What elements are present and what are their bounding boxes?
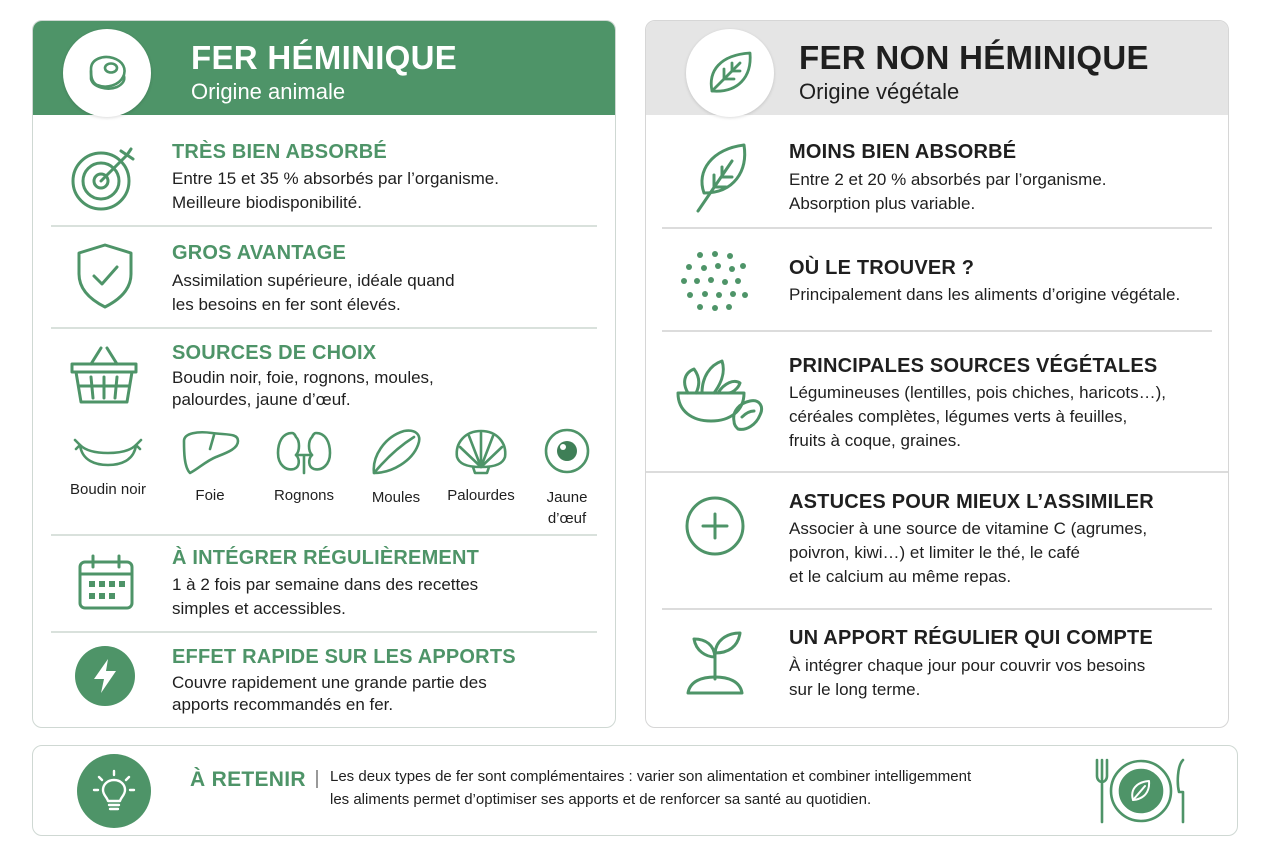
heme-section-absorption xyxy=(33,139,615,239)
nonheme-section-plant-sources xyxy=(646,355,1228,465)
divider xyxy=(51,327,597,329)
heme-header-badge xyxy=(63,29,151,117)
nonheme-section-title: MOINS BIEN ABSORBÉ xyxy=(789,141,1017,163)
leaf-outline-icon xyxy=(694,141,750,213)
nonheme-section-body: Associer à une source de vitamine C (agrumes, poivron, kiwi…) et limiter le thé, le café et le calcium au même repas. xyxy=(789,519,1148,586)
heme-section-body: 1 à 2 fois par semaine dans des recettes simples et accessibles. xyxy=(172,575,479,618)
liver-icon xyxy=(178,427,242,477)
divider xyxy=(662,608,1212,610)
food-jaune-oeuf xyxy=(522,427,612,529)
nonheme-section-body: Principalement dans les aliments d’origine végétale. xyxy=(789,285,1181,304)
shield-check-icon xyxy=(75,242,135,310)
divider xyxy=(662,227,1212,229)
plus-circle-icon xyxy=(684,495,746,557)
plate-cutlery-icon xyxy=(1091,756,1191,826)
heme-section-body: Couvre rapidement une grande partie des apports recommandés en fer. xyxy=(172,673,487,714)
heme-iron-card xyxy=(32,20,616,728)
heme-section-title: GROS AVANTAGE xyxy=(172,242,347,264)
heme-section-body: Entre 15 et 35 % absorbés par l’organisme. Meilleure biodisponibilité. xyxy=(172,169,499,212)
nonheme-section-title: ASTUCES POUR MIEUX L’ASSIMILER xyxy=(789,491,1154,513)
egg-yolk-icon xyxy=(541,427,593,479)
lightbulb-badge xyxy=(77,754,151,828)
heme-header xyxy=(33,21,615,115)
nonheme-header xyxy=(646,21,1228,115)
nonheme-section-body: À intégrer chaque jour pour couvrir vos besoins sur le long terme. xyxy=(789,656,1146,699)
calendar-icon xyxy=(77,553,135,611)
sprout-icon xyxy=(684,629,746,695)
nonheme-title: FER NON HÉMINIQUE xyxy=(799,39,1149,76)
lightbulb-icon xyxy=(91,768,137,814)
nonheme-section-absorption xyxy=(646,141,1228,241)
heme-section-title: À INTÉGRER RÉGULIÈREMENT xyxy=(172,547,480,569)
heme-section-fast-effect xyxy=(33,646,615,726)
divider xyxy=(51,534,597,536)
leaf-icon xyxy=(704,47,756,99)
basket-icon xyxy=(69,344,139,406)
retenir-banner xyxy=(32,745,1238,836)
food-foie xyxy=(165,427,255,506)
nonheme-section-tips xyxy=(646,491,1228,601)
salad-bowl-icon xyxy=(674,355,766,435)
retenir-title: À RETENIR xyxy=(190,768,306,791)
lightning-icon xyxy=(91,657,119,695)
retenir-separator xyxy=(316,770,318,788)
nonheme-section-title: PRINCIPALES SOURCES VÉGÉTALES xyxy=(789,355,1158,377)
sausage-icon xyxy=(72,427,144,471)
nonheme-iron-card xyxy=(645,20,1229,728)
nonheme-section-body: Légumineuses (lentilles, pois chiches, haricots…), céréales complètes, légumes verts à feuilles, fruits à coque, graines. xyxy=(789,383,1167,450)
heme-section-title: SOURCES DE CHOIX xyxy=(172,342,377,364)
steak-icon xyxy=(81,47,133,99)
divider xyxy=(646,471,1228,473)
heme-section-title: EFFET RAPIDE SUR LES APPORTS xyxy=(172,646,516,668)
nonheme-section-title: UN APPORT RÉGULIER QUI COMPTE xyxy=(789,627,1153,649)
divider xyxy=(662,330,1212,332)
food-boudin-noir xyxy=(63,427,153,500)
clam-icon xyxy=(451,427,511,477)
heme-section-title: TRÈS BIEN ABSORBÉ xyxy=(172,141,387,163)
food-label: Foie xyxy=(195,487,225,504)
nonheme-section-regular xyxy=(646,627,1228,717)
food-label: Palourdes xyxy=(447,487,515,504)
food-moules xyxy=(351,427,441,508)
lightning-badge xyxy=(75,646,135,706)
heme-section-body: Boudin noir, foie, rognons, moules, palourdes, jaune d’œuf. xyxy=(172,368,434,409)
nonheme-section-title: OÙ LE TROUVER ? xyxy=(789,257,975,279)
heme-subtitle: Origine animale xyxy=(191,79,346,104)
mussel-icon xyxy=(368,427,424,479)
food-label: Jaune d’œuf xyxy=(546,489,588,527)
heme-section-body: Assimilation supérieure, idéale quand les besoins en fer sont élevés. xyxy=(172,271,455,314)
kidney-icon xyxy=(274,427,334,477)
heme-section-sources xyxy=(33,342,615,432)
food-rognons xyxy=(259,427,349,506)
heme-title: FER HÉMINIQUE xyxy=(191,39,458,76)
divider xyxy=(51,225,597,227)
target-icon xyxy=(69,143,139,213)
divider xyxy=(51,631,597,633)
retenir-text: Les deux types de fer sont complémentaires : varier son alimentation et combiner intelligemment les aliments permet d’optimiser ses apports et de renforcer sa santé au quotidien. xyxy=(330,768,972,808)
nonheme-section-where xyxy=(646,257,1228,337)
food-label: Moules xyxy=(371,489,421,506)
food-palourdes xyxy=(436,427,526,506)
nonheme-header-badge xyxy=(686,29,774,117)
food-label: Rognons xyxy=(273,487,335,504)
food-label: Boudin noir xyxy=(70,481,146,498)
dots-icon xyxy=(680,249,750,315)
nonheme-section-body: Entre 2 et 20 % absorbés par l’organisme. Absorption plus variable. xyxy=(789,170,1107,213)
nonheme-subtitle: Origine végétale xyxy=(799,79,960,104)
